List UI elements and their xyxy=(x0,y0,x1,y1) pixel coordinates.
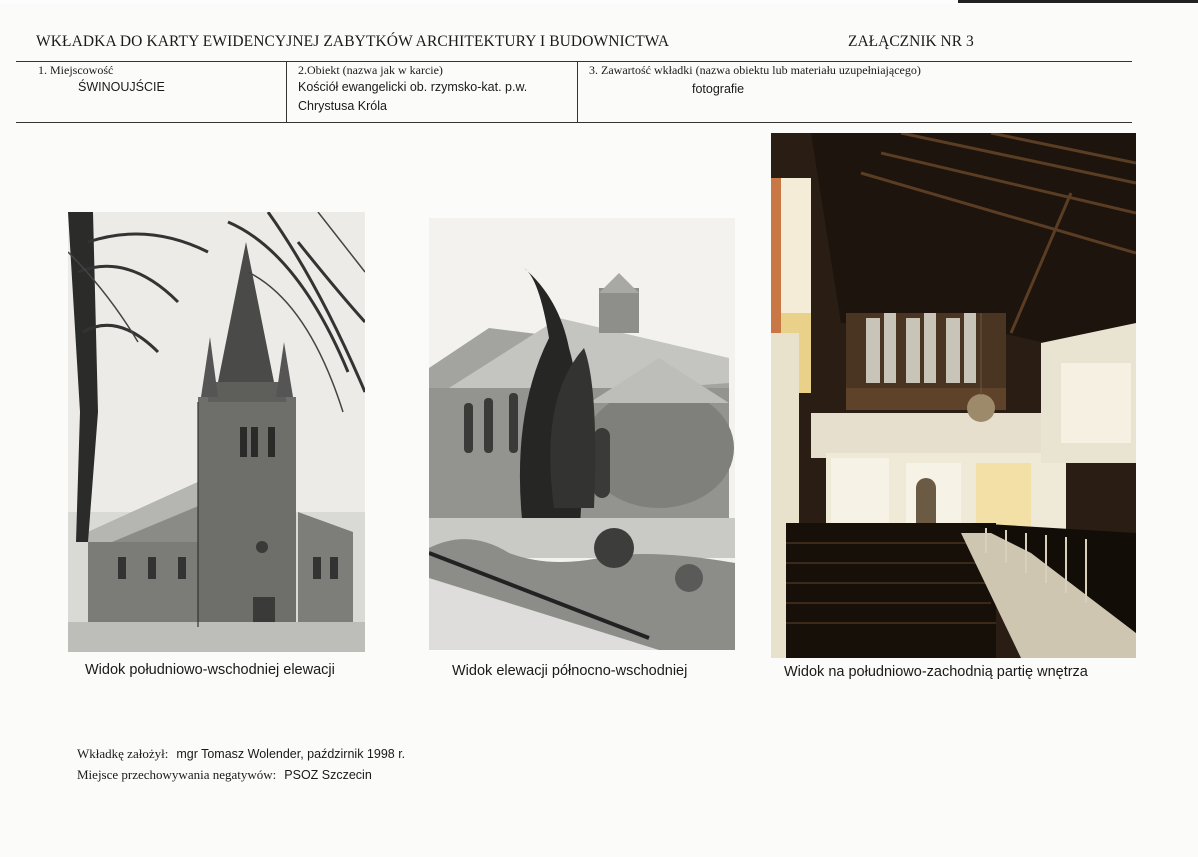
author-line xyxy=(77,746,405,762)
content-cell xyxy=(577,61,1132,123)
annex-number: ZAŁĄCZNIK NR 3 xyxy=(848,33,974,50)
author-value: mgr Tomasz Wolender, paździrnik 1998 r. xyxy=(176,747,406,761)
photo-interior-southwest xyxy=(771,133,1136,658)
photo-southeast-elevation xyxy=(68,212,365,652)
photo-caption: Widok elewacji północno-wschodniej xyxy=(452,663,688,679)
locality-cell xyxy=(16,61,286,123)
church-interior-photo xyxy=(771,133,1136,658)
locality-label: 1. Miejscowość xyxy=(38,63,114,77)
storage-value: PSOZ Szczecin xyxy=(284,768,372,782)
locality-value: ŚWINOUJŚCIE xyxy=(78,80,165,94)
author-label: Wkładkę założył: xyxy=(77,746,169,761)
scan-edge xyxy=(0,0,1198,4)
content-label: 3. Zawartość wkładki (nazwa obiektu lub materiału uzupełniającego) xyxy=(589,63,921,77)
object-label: 2.Obiekt (nazwa jak w karcie) xyxy=(298,63,443,77)
church-tower-photo xyxy=(68,212,365,652)
church-apse-photo xyxy=(429,218,735,650)
content-value: fotografie xyxy=(692,82,745,96)
object-cell xyxy=(286,61,577,123)
object-value-line2: Chrystusa Króla xyxy=(298,99,387,113)
photo-northeast-elevation xyxy=(429,218,735,650)
object-value-line1: Kościół ewangelicki ob. rzymsko-kat. p.w. xyxy=(298,80,528,94)
photo-caption: Widok południowo-wschodniej elewacji xyxy=(85,662,335,678)
form-table xyxy=(16,61,1132,123)
document-title: WKŁADKA DO KARTY EWIDENCYJNEJ ZABYTKÓW ARCHITEKTURY I BUDOWNICTWA xyxy=(36,33,670,50)
photo-caption: Widok na południowo-zachodnią partię wnętrza xyxy=(784,664,1088,680)
storage-label: Miejsce przechowywania negatywów: xyxy=(77,767,277,782)
storage-line xyxy=(77,767,372,783)
